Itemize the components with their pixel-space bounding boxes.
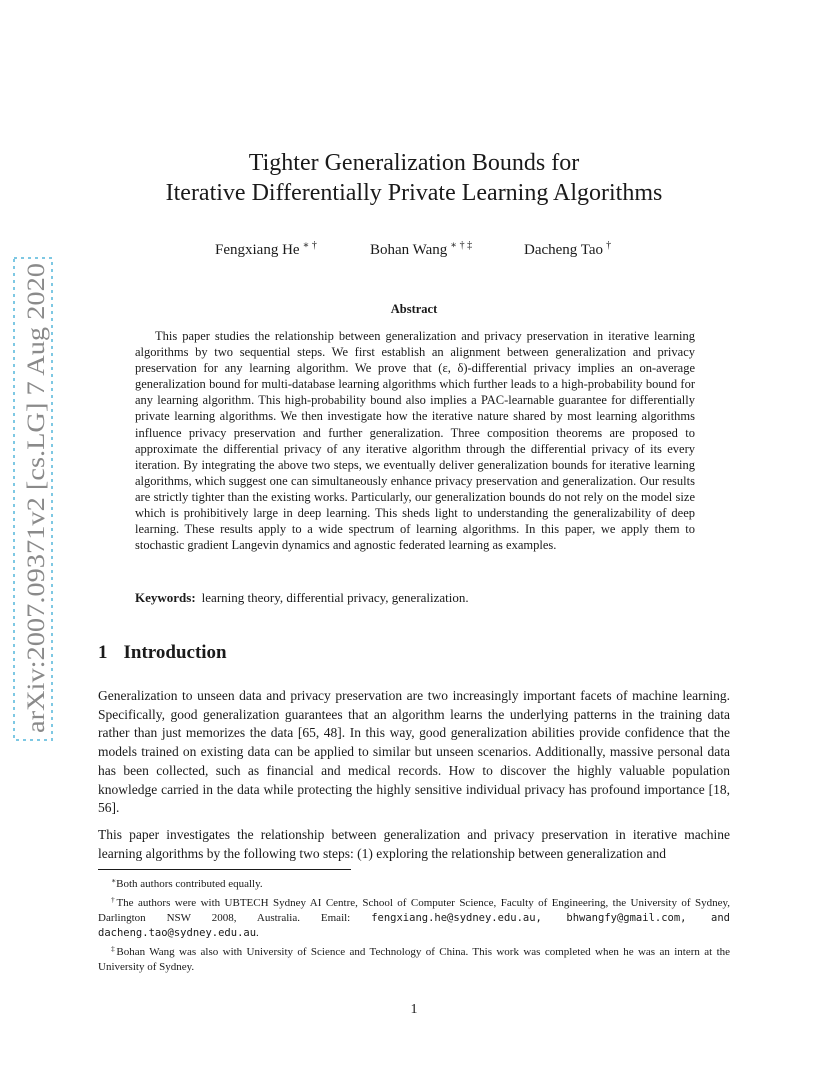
footnotes: [98, 873, 730, 975]
author-2: [370, 236, 472, 260]
author-1: [215, 236, 317, 260]
footnote-end: .: [256, 927, 259, 939]
page-number: 1: [410, 1002, 418, 1017]
abstract-heading: Abstract: [390, 302, 438, 316]
footnote-text: Both authors contributed equally.: [116, 878, 263, 890]
paper-title-line-1: Tighter Generalization Bounds for: [248, 150, 580, 176]
footnote-text: Bohan Wang was also with University of Science and Technology of China. This work was completed when he was an intern at the University of Sydney.: [98, 946, 731, 973]
footnote-text: The authors were with UBTECH Sydney AI Centre, School of Computer Science, Faculty of Engineering, the University of Sydney, Darlington NSW 2008, Australia. Email:: [98, 897, 730, 924]
author-affiliation-marks: †: [606, 240, 612, 251]
author-name: Dacheng Tao: [524, 242, 604, 258]
footnote-3: [98, 941, 730, 975]
footnote-mark: ‡: [111, 944, 117, 953]
arxiv-stamp-border: [14, 258, 52, 740]
author-3: [524, 236, 611, 260]
abstract-body: This paper studies the relationship between generalization and privacy preservation in iterative learning algorithms by two sequential steps. We first establish an alignment between generalization and privacy preservation for any learning algorithm. We prove that (ε, δ)-differential privacy implies an on-average generalization bound for multi-database learning algorithms which further leads to a high-probability bound for any learning algorithm. This high-probability bound also implies a PAC-learnable guarantee for differentially private learning algorithms. We then investigate how the iterative nature shared by most learning algorithms influence privacy preservation and further generalization. Three composition theorems are proposed to approximate the differential privacy of any iterative algorithm through the differential privacy of its every iteration. By integrating the above two steps, we eventually deliver generalization bounds for iterative learning algorithms, which suggest one can simultaneously enhance privacy preservation and generalization. Our results are strictly tighter than the existing works. Particularly, our generalization bounds do not rely on the model size which is prohibitively large in deep learning. This sheds light to understanding the generalizability of deep learning. These results apply to a wide spectrum of learning algorithms. In this paper, we apply them to stochastic gradient Langevin dynamics and agnostic federated learning as examples.: [135, 329, 695, 553]
paper-title-line-2: Iterative Differentially Private Learning Algorithms: [165, 180, 663, 206]
section-number: 1: [98, 642, 108, 663]
keywords-label: Keywords:: [135, 590, 196, 605]
keywords-text: learning theory, differential privacy, generalization.: [201, 590, 469, 605]
footnote-emails[interactable]: fengxiang.he@sydney.edu.au, bhwangfy@gmail.com, and dacheng.tao@sydney.edu.au: [98, 912, 730, 939]
intro-paragraph-1: Generalization to unseen data and privacy preservation are two increasingly important facets of machine learning. Specifically, good generalization guarantees that an algorithm learns the underlying patterns in the training data rather than just memorizes the data [65, 48]. In this way, good generalization abilities provide confidence that the models trained on existing data can be applied to similar but unseen scenarios. Additionally, massive personal data has been collected, such as financial and medical records. How to discover the highly valuable population knowledge carried in the data while protecting the highly sensitive individual privacy has profound importance [18, 56].: [98, 688, 730, 816]
arxiv-stamp-text: arXiv:2007.09371v2 [cs.LG] 7 Aug 2020: [23, 319, 50, 733]
footnote-mark: †: [111, 895, 117, 904]
paper-title: [0, 148, 828, 208]
author-affiliation-marks: ∗ † ‡: [450, 240, 473, 251]
author-name: Fengxiang He: [215, 242, 300, 258]
footnote-2: [98, 892, 730, 941]
section-title: Introduction: [123, 642, 227, 663]
footnote-mark: ∗: [111, 876, 117, 885]
keywords: [135, 590, 469, 606]
author-affiliation-marks: ∗ †: [302, 240, 317, 251]
intro-paragraph-2: This paper investigates the relationship between generalization and privacy preservation in iterative machine learning algorithms by the following two steps: (1) exploring the relationship between generalization and: [98, 827, 730, 861]
section-heading-introduction: [98, 642, 227, 664]
footnote-rule: [98, 869, 351, 870]
footnote-1: [98, 873, 730, 892]
author-name: Bohan Wang: [370, 242, 448, 258]
